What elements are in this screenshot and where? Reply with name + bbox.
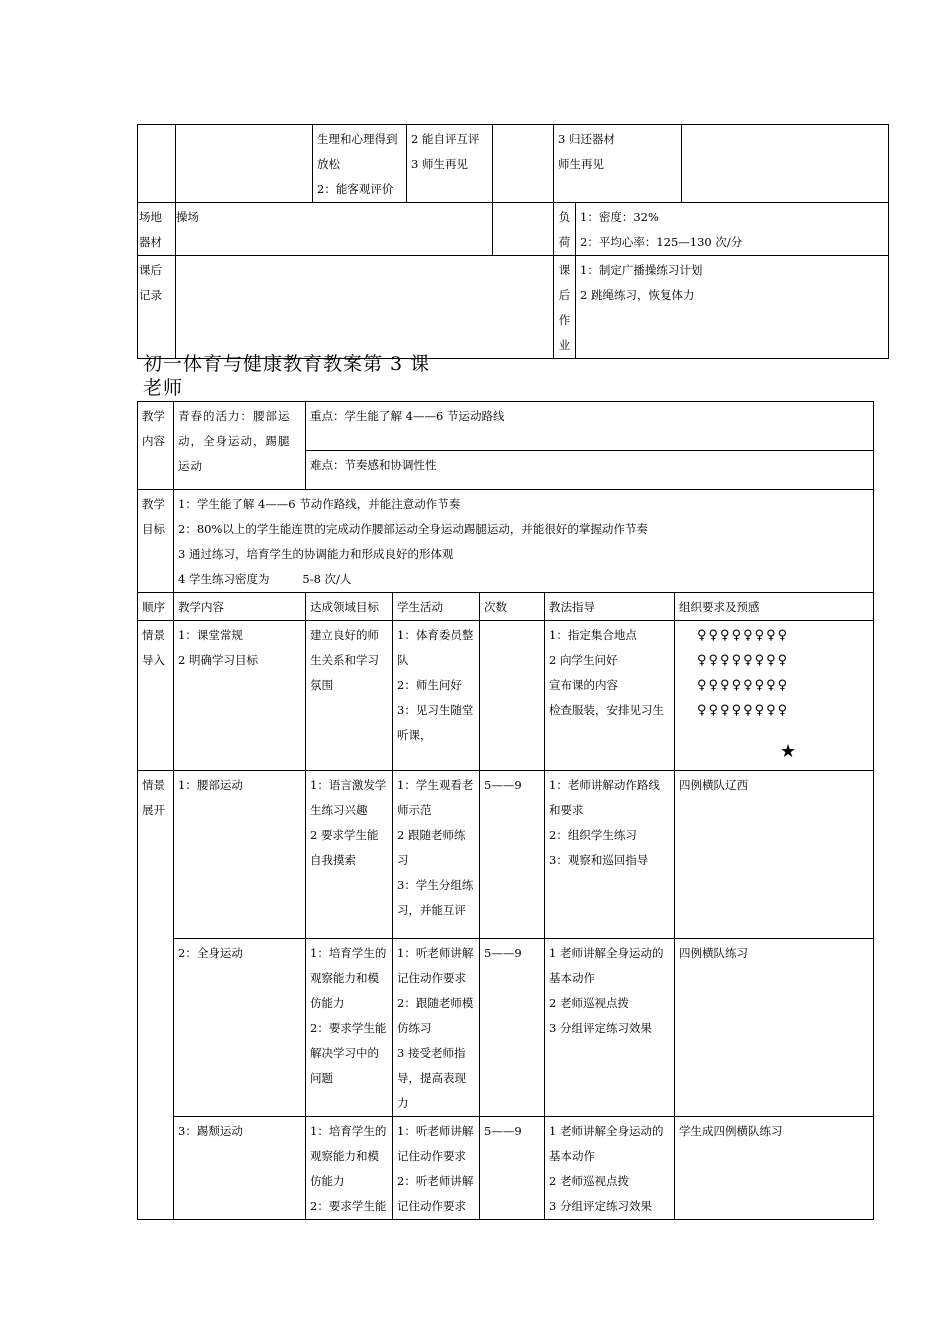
table-cell: 生理和心理得到放松 2：能客观评价 <box>313 125 407 203</box>
develop-activity: 1：听老师讲解记住动作要求 2：听老师讲解记住动作要求 <box>393 1117 480 1220</box>
venue-value: 操场 <box>176 203 493 256</box>
goal-item: 4 学生练习密度为 5-8 次/人 <box>178 572 352 586</box>
intro-content: 1：课堂常规 2 明确学习目标 <box>174 621 306 771</box>
record-value <box>176 256 554 359</box>
teacher-label: 老师 <box>143 377 184 399</box>
intro-goal: 建立良好的师生关系和学习氛围 <box>306 621 393 771</box>
intro-method: 1：指定集合地点 2 向学生问好 宣布课的内容 检查服装，安排见习生 <box>545 621 675 771</box>
develop-content: 3：踢颓运动 <box>174 1117 306 1220</box>
develop-organization: 学生成四例横队练习 <box>675 1117 874 1220</box>
develop-activity: 1：听老师讲解记住动作要求 2：跟随老师模仿练习 3 接受老师指导，提高表现力 <box>393 939 480 1117</box>
lesson-plan-table <box>137 401 874 1220</box>
develop-organization: 四例横队练习 <box>675 939 874 1117</box>
intro-count <box>480 621 545 771</box>
goal-item: 2：80%以上的学生能连贯的完成动作腰部运动全身运动踢腿运动，并能很好的掌握动作节奏 <box>178 522 648 536</box>
develop-count: 5——9 <box>480 1117 545 1220</box>
previous-lesson-table <box>137 124 889 359</box>
record-label: 课后记录 <box>138 256 176 359</box>
goal-item: 1：学生能了解 4——6 节动作路线，并能注意动作节奏 <box>178 497 461 511</box>
formation-diagram: ♀♀♀♀♀♀♀♀ ♀♀♀♀♀♀♀♀ ♀♀♀♀♀♀♀♀ ♀♀♀♀♀♀♀♀ <box>675 621 874 771</box>
table-cell <box>493 125 554 203</box>
table-row <box>138 256 889 359</box>
load-label: 负荷 <box>554 203 576 256</box>
develop-goal: 1：培育学生的观察能力和模仿能力 2：要求学生能 <box>306 1117 393 1220</box>
table-cell <box>176 125 313 203</box>
intro-activity: 1：体育委员整队 2：师生问好 3：见习生随堂听课， <box>393 621 480 771</box>
lesson-title: 初一体育与健康教育教案第 3 课 <box>143 353 431 375</box>
homework-label: 课后作业 <box>554 256 576 359</box>
key-point: 重点：学生能了解 4——6 节运动路线 <box>306 402 874 451</box>
develop-method: 1：老师讲解动作路线和要求 2：组织学生练习 3：观察和巡回指导 <box>545 771 675 939</box>
table-row <box>138 1117 874 1220</box>
develop-content: 2：全身运动 <box>174 939 306 1117</box>
goal-item: 3 通过练习，培育学生的协调能力和形成良好的形体观 <box>178 547 454 561</box>
table-row <box>138 939 874 1117</box>
develop-method: 1 老师讲解全身运动的基本动作 2 老师巡视点拨 3 分组评定练习效果 <box>545 1117 675 1220</box>
header-order: 顺序 <box>138 593 174 621</box>
develop-activity: 1：学生观看老师示范 2 跟随老师练习 3：学生分组练习，并能互评 <box>393 771 480 939</box>
develop-content: 1：腰部运动 <box>174 771 306 939</box>
develop-goal: 1：语言激发学生练习兴趣 2 要求学生能自我摸索 <box>306 771 393 939</box>
goals-label: 教学目标 <box>138 490 174 593</box>
table-cell <box>682 125 889 203</box>
table-row <box>138 621 874 771</box>
header-method: 教法指导 <box>545 593 675 621</box>
develop-count: 5——9 <box>480 939 545 1117</box>
content-label: 教学内容 <box>138 402 174 490</box>
develop-organization: 四例横队辽西 <box>675 771 874 939</box>
develop-label: 情景展开 <box>138 771 174 1220</box>
header-activity: 学生活动 <box>393 593 480 621</box>
header-content: 教学内容 <box>174 593 306 621</box>
table-cell <box>493 203 554 256</box>
develop-count: 5——9 <box>480 771 545 939</box>
load-value: 1：密度：32% 2：平均心率：125—130 次/分 <box>576 203 889 256</box>
table-cell <box>138 125 176 203</box>
venue-label: 场地器材 <box>138 203 176 256</box>
homework-value: 1：制定广播操练习计划 2 跳绳练习，恢复体力 <box>576 256 889 359</box>
table-row <box>138 203 889 256</box>
table-row <box>138 402 874 451</box>
header-row <box>138 593 874 621</box>
difficulty: 难点：节奏感和协调性性 <box>306 451 874 490</box>
header-goal: 达成领域目标 <box>306 593 393 621</box>
develop-method: 1 老师讲解全身运动的基本动作 2 老师巡视点拨 3 分组评定练习效果 <box>545 939 675 1117</box>
content-value: 青春的活力：腰部运动，全身运动，踢腿运动 <box>174 402 306 490</box>
header-organization: 组织要求及预感 <box>675 593 874 621</box>
develop-goal: 1：培育学生的观察能力和模仿能力 2：要求学生能解决学习中的问题 <box>306 939 393 1117</box>
table-row <box>138 125 889 203</box>
table-row <box>138 490 874 593</box>
intro-label: 情景导入 <box>138 621 174 771</box>
teacher-star-icon: ★ <box>780 741 797 762</box>
goals-list <box>174 490 874 593</box>
header-count: 次数 <box>480 593 545 621</box>
table-cell: 3 归还器材 师生再见 <box>554 125 682 203</box>
table-row <box>138 771 874 939</box>
table-cell: 2 能自评互评 3 师生再见 <box>407 125 493 203</box>
